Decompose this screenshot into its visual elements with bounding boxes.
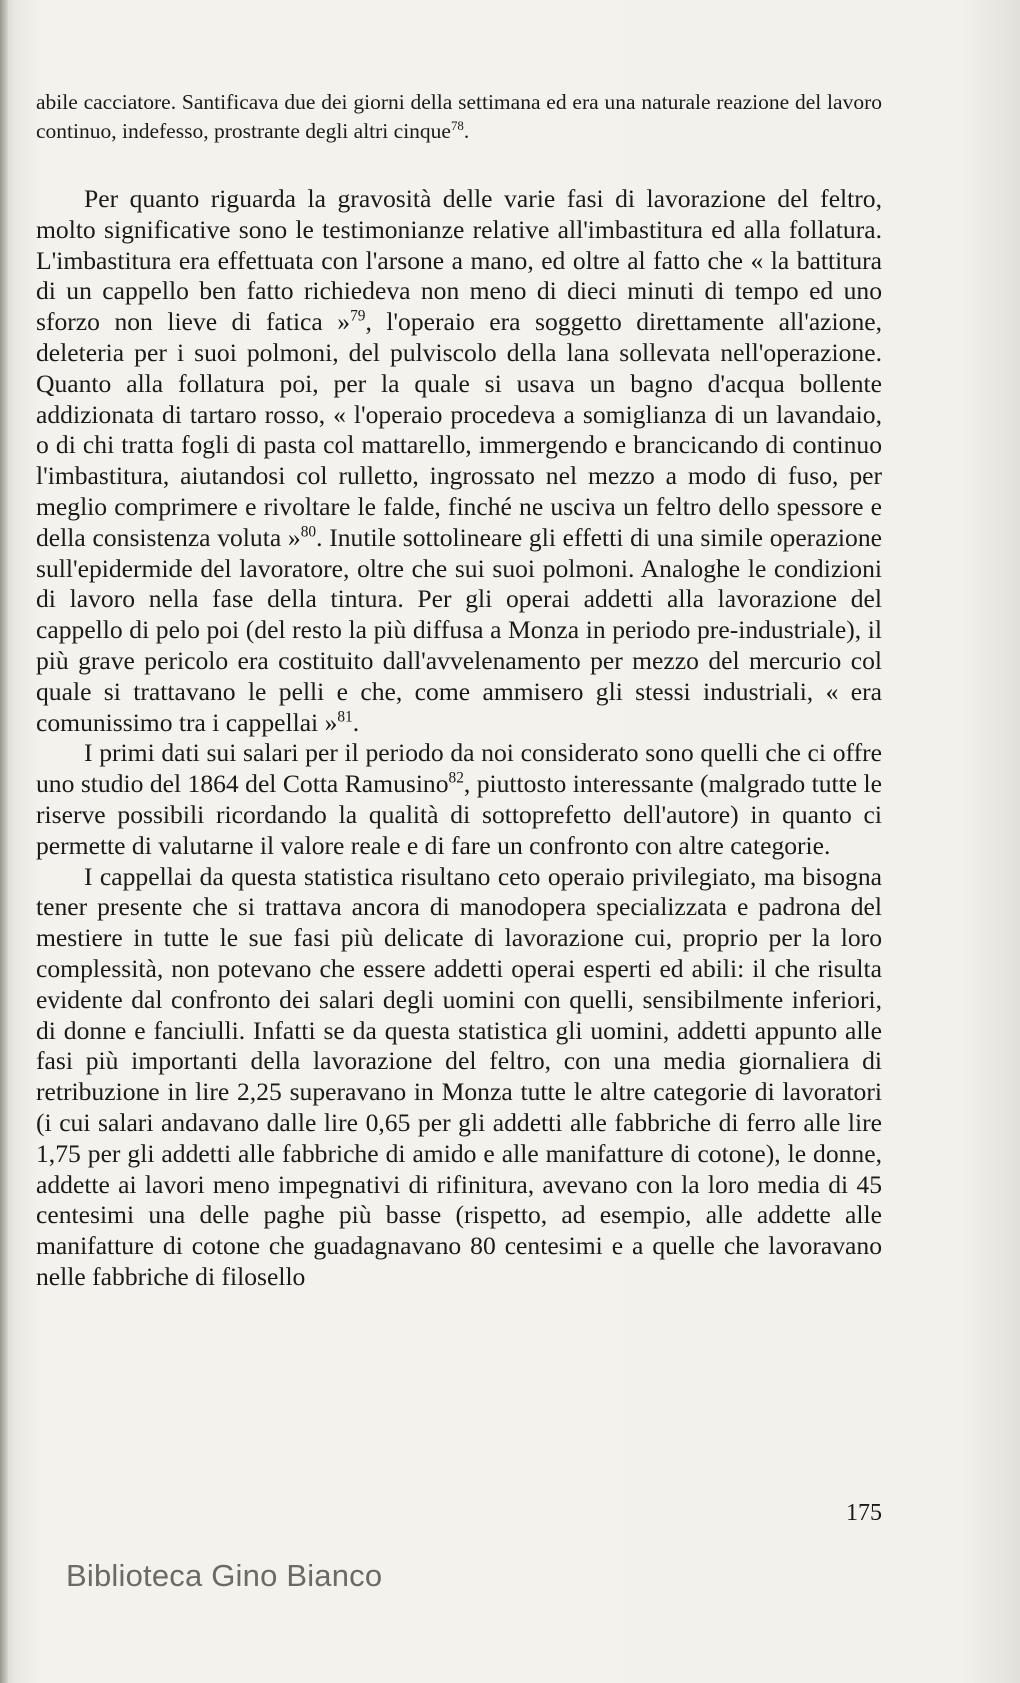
library-watermark: Biblioteca Gino Bianco xyxy=(66,1558,383,1593)
paragraph-3: I cappellai da questa statistica risultano ceto operaio privilegiato, ma bisogna tener presente che si trattava ancora di manodopera specializzata e padrona del mestiere in tutte le sue fasi più delicate di lavorazione cui, proprio per la loro complessità, non potevano che essere addetti operai esperti ed abili: il che risulta evidente dal confronto dei salari degli uomini con quelli, sensibilmente inferiori, di donne e fanciulli. Infatti se da questa statistica gli uomini, addetti appunto alle fasi più importanti della lavorazione del feltro, con una media giornaliera di retribuzione in lire 2,25 superavano in Monza tutte le altre categorie di lavoratori (i cui salari andavano dalle lire 0,65 per gli addetti alle fabbriche di ferro alle lire 1,75 per gli addetti alle fabbriche di amido e alle manifatture di cotone), le donne, addette ai lavori meno impegnativi di rifinitura, avevano con la loro media di 45 centesimi una delle paghe più basse (rispetto, ad esempio, alle addette alle manifatture di cotone che guadagnavano 80 centesimi e a quelle che lavoravano nelle fabbriche di filosello xyxy=(36,861,882,1291)
page-number: 175 xyxy=(846,1500,882,1526)
paragraph-2: I primi dati sui salari per il periodo da noi considerato sono quelli che ci offre uno studio del 1864 del Cotta Ramusino$^{82}$, piuttosto interessante (malgrado tutte le riserve possibili ricordando la qualità di sottoprefetto dell'autore) in quanto ci permette di valutarne il valore reale e di fare un confronto con altre categorie. xyxy=(36,738,882,860)
paragraph-top: abile cacciatore. Santificava due dei giorni della settimana ed era una naturale reazione del lavoro continuo, indefesso, prostrante degli altri cinque$^{78}$. xyxy=(36,90,882,143)
page-spine-shadow xyxy=(0,0,8,1683)
footnote-ref-79: 79 xyxy=(350,307,366,325)
footnote-ref-81: 81 xyxy=(337,708,353,726)
footnote-ref-80: 80 xyxy=(300,523,317,541)
footnote-ref-78: 78 xyxy=(450,118,464,133)
footnote-ref-82: 82 xyxy=(448,769,464,787)
paragraph-1: Per quanto riguarda la gravosità delle varie fasi di lavorazione del feltro, molto significative sono le testimonianze relative all'imbastitura ed alla follatura. L'imbastitura era effettuata con l'arsone a mano, ed oltre al fatto che « la battitura di un cappello ben fatto richiedeva non meno di dieci minuti di tempo ed uno sforzo non lieve di fatica »$^{79}$, l'operaio era soggetto direttamente all'azione, deleteria per i suoi polmoni, del pulviscolo della lana sollevata nell'operazione. Quanto alla follatura poi, per la quale si usava un bagno d'acqua bollente addizionata di tartaro rosso, « l'operaio procedeva a somiglianza di un lavandaio, o di chi tratta fogli di pasta col mattarello, immergendo e brancicando di continuo l'imbastitura, aiutandosi col rulletto, ingrossato nel mezzo a modo di fuso, per meglio comprimere e rivoltare le falde, finché ne usciva un feltro dello spessore e della consistenza voluta »$^{80}$. Inutile sottolineare gli effetti di una simile operazione sull'epidermide del lavoratore, oltre che sui suoi polmoni. Analoghe le condizioni di lavoro nella fase della tintura. Per gli operai addetti alla lavorazione del cappello di pelo poi (del resto la più diffusa a Monza in periodo pre-industriale), il più grave pericolo era costituito dall'avvelenamento per mezzo del mercurio col quale si trattavano le pelli e che, come ammisero gli stessi industriali, « era comunissimo tra i cappellai »$^{81}$. xyxy=(36,184,883,737)
body-text xyxy=(36,88,882,1293)
